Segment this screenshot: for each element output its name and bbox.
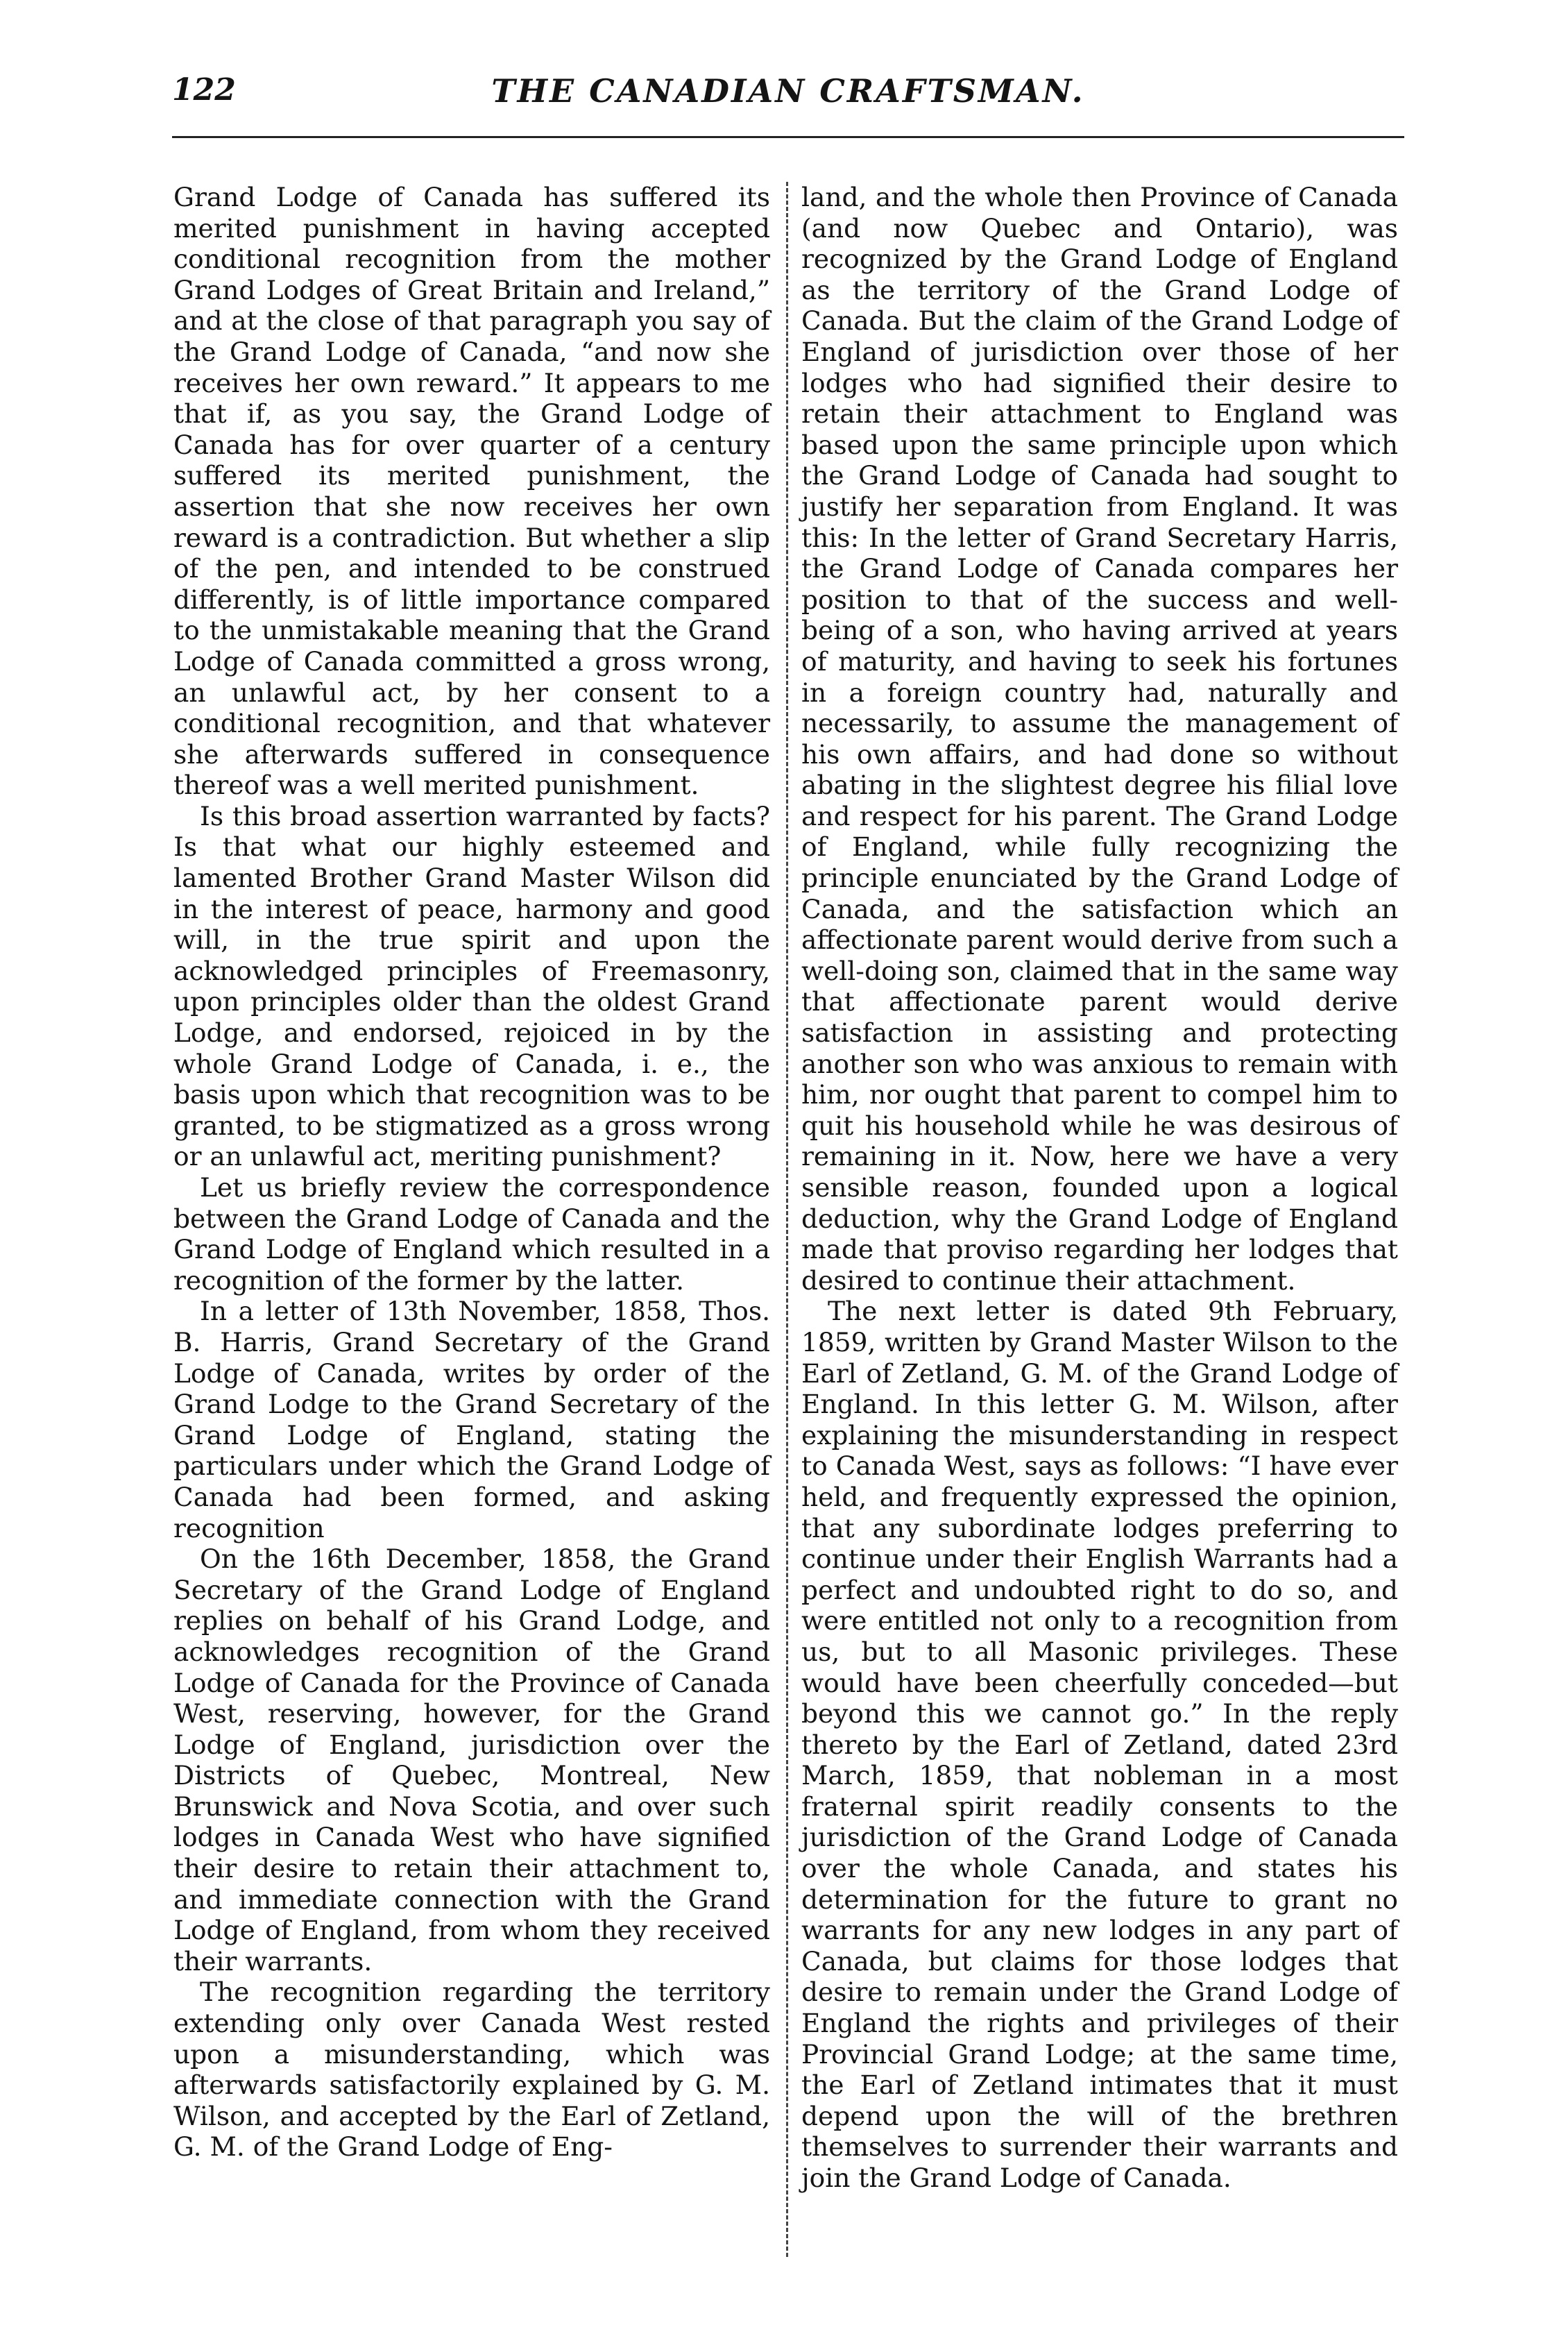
paragraph: In a letter of 13th November, 1858, Thos. B. Harris, Grand Secretary of the Grand Lodge of Canada, writes by order of the Grand Lodge to the Grand Secretary of the Grand Lodge of England, stating the particulars under which the Grand Lodge of Canada had been formed, and asking recognition <box>173 1296 770 1543</box>
paragraph: The next letter is dated 9th February, 1859, written by Grand Master Wilson to the Earl of Zetland, G. M. of the Grand Lodge of England. In this letter G. M. Wilson, after explaining the misunderstanding in respect to Canada West, says as follows: “I have ever held, and frequently expressed the opinion, that any subordinate lodges preferring to continue under their English Warrants had a perfect and undoubted right to do so, and were entitled not only to a recognition from us, but to all Masonic privileges. These would have been cheerfully conceded—but beyond this we cannot go.” In the reply thereto by the Earl of Zetland, dated 23rd March, 1859, that nobleman in a most fraternal spirit readily consents to the jurisdiction of the Grand Lodge of Canada over the whole Canada, and states his determination for the future to grant no warrants for any new lodges in any part of Canada, but claims for those lodges that desire to remain under the Grand Lodge of England the rights and privileges of their Provincial Grand Lodge; at the same time, the Earl of Zetland intimates that it must depend upon the will of the brethren themselves to surrender their warrants and join the Grand Lodge of Canada. <box>801 1296 1398 2193</box>
paragraph: On the 16th December, 1858, the Grand Secretary of the Grand Lodge of England replies on behalf of his Grand Lodge, and acknowledges recognition of the Grand Lodge of Canada for the Province of Canada West, reserving, however, for the Grand Lodge of England, jurisdiction over the Districts of Quebec, Montreal, New Brunswick and Nova Scotia, and over such lodges in Canada West who have signified their desire to retain their attachment to, and immediate connection with the Grand Lodge of England, from whom they received their warrants. <box>173 1543 770 1977</box>
paragraph: Is this broad assertion warranted by facts? Is that what our highly esteemed and lamented Brother Grand Master Wilson did in the interest of peace, harmony and good will, in the true spirit and upon the acknowledged principles of Freemasonry, upon principles older than the oldest Grand Lodge, and endorsed, rejoiced in by the whole Grand Lodge of Canada, i. e., the basis upon which that recognition was to be granted, to be stigmatized as a gross wrong or an unlawful act, meriting punishment? <box>173 800 770 1172</box>
page-number: 122 <box>172 72 236 108</box>
running-title: THE CANADIAN CRAFTSMAN. <box>491 72 1085 110</box>
paragraph: land, and the whole then Province of Canada (and now Quebec and Ontario), was recognized by the Grand Lodge of England as the territory of the Grand Lodge of Canada. But the claim of the Grand Lodge of England of jurisdiction over those of her lodges who had signified their desire to retain their attachment to England was based upon the same principle upon which the Grand Lodge of Canada had sought to justify her separation from England. It was this: In the letter of Grand Secretary Harris, the Grand Lodge of Canada compares her position to that of the success and well-being of a son, who having arrived at years of maturity, and having to seek his fortunes in a foreign country had, naturally and necessarily, to assume the management of his own affairs, and had done so without abating in the slightest degree his filial love and respect for his parent. The Grand Lodge of England, while fully recognizing the principle enunciated by the Grand Lodge of Canada, and the satisfaction which an affectionate parent would derive from such a well-doing son, claimed that in the same way that affectionate parent would derive satisfaction in assisting and protecting another son who was anxious to remain with him, nor ought that parent to compel him to quit his household while he was desirous of remaining in it. Now, here we have a very sensible reason, founded upon a logical deduction, why the Grand Lodge of England made that proviso regarding her lodges that desired to continue their attachment. <box>801 182 1398 1296</box>
paragraph: Let us briefly review the correspondence between the Grand Lodge of Canada and the Grand Lodge of England which resulted in a recognition of the former by the latter. <box>173 1172 770 1296</box>
column-divider <box>786 182 788 2257</box>
paragraph: The recognition regarding the territory extending only over Canada West rested upon a misunderstanding, which was afterwards satisfactorily explained by G. M. Wilson, and accepted by the Earl of Zetland, G. M. of the Grand Lodge of Eng- <box>173 1977 770 2163</box>
paragraph: Grand Lodge of Canada has suffered its merited punishment in having accepted conditional recognition from the mother Grand Lodges of Great Britain and Ireland,” and at the close of that paragraph you say of the Grand Lodge of Canada, “and now she receives her own reward.” It appears to me that if, as you say, the Grand Lodge of Canada has for over quarter of a century suffered its merited punishment, the assertion that she now receives her own reward is a contradiction. But whether a slip of the pen, and intended to be construed differently, is of little importance compared to the unmistakable meaning that the Grand Lodge of Canada committed a gross wrong, an unlawful act, by her consent to a conditional recognition, and that whatever she afterwards suffered in consequence thereof was a well merited punishment. <box>173 182 770 801</box>
left-column <box>173 182 770 2264</box>
page-header <box>172 67 1404 138</box>
right-column <box>801 182 1398 2264</box>
